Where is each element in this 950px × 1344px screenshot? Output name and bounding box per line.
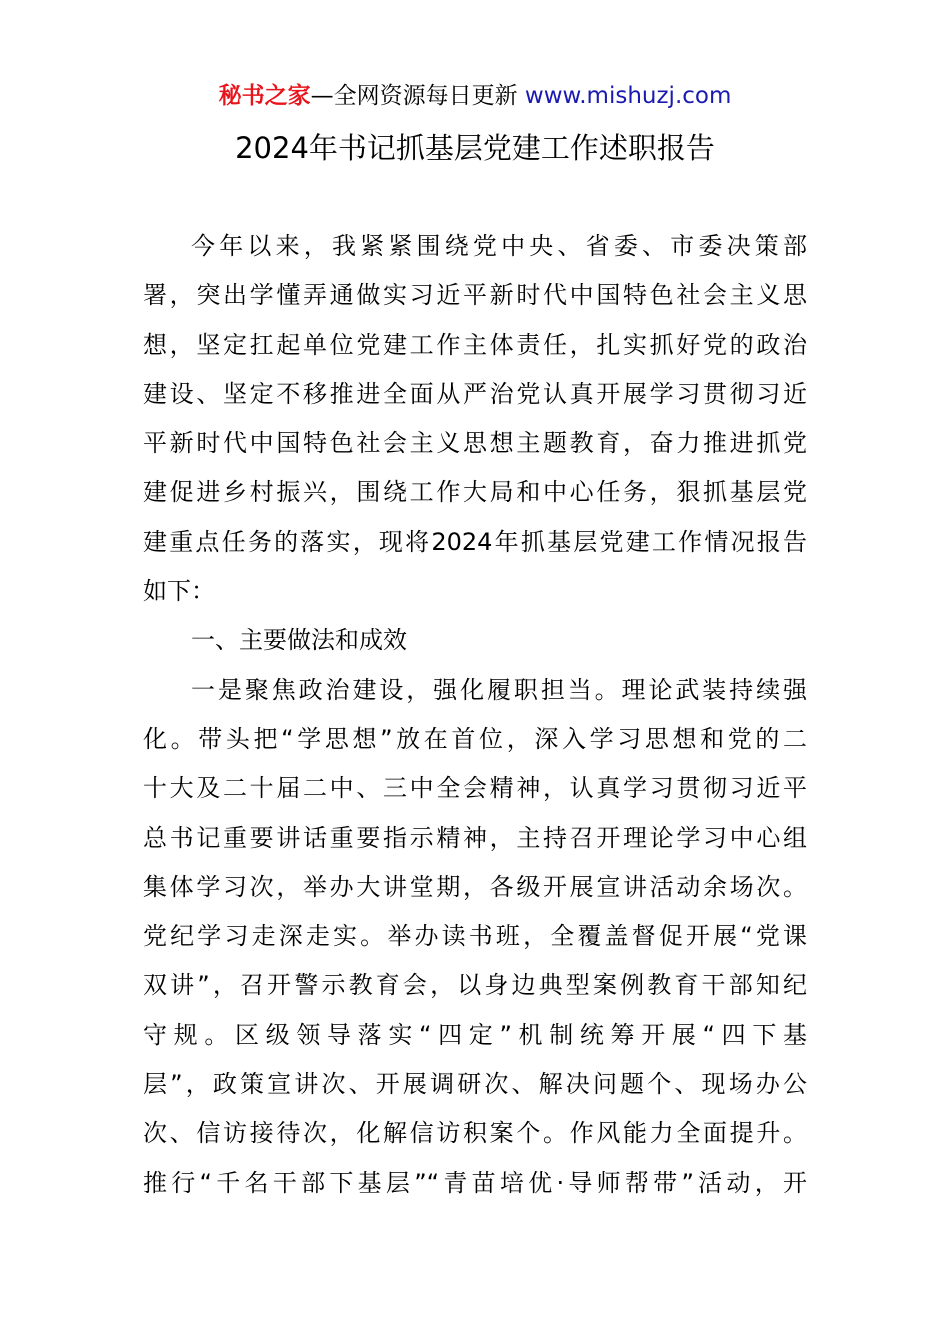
paragraph-line: 总书记重要讲话重要指示精神，主持召开理论学习中心组 <box>143 823 807 852</box>
site-header <box>0 80 950 112</box>
site-tagline: —全网资源每日更新 <box>310 83 518 109</box>
paragraph-line: 建重点任务的落实，现将2024年抓基层党建工作情况报告 <box>143 527 807 556</box>
paragraph-line: 署，突出学懂弄通做实习近平新时代中国特色社会主义思 <box>143 281 807 310</box>
paragraph-line: 双讲”，召开警示教育会，以身边典型案例教育干部知纪 <box>143 971 807 1000</box>
paragraph-line: 推行“千名干部下基层”“青苗培优·导师帮带”活动，开 <box>143 1168 807 1197</box>
paragraph-line: 一是聚焦政治建设，强化履职担当。理论武装持续强 <box>191 675 807 704</box>
brand-name: 秘书之家 <box>218 83 311 109</box>
document-body <box>143 222 807 1208</box>
paragraph-line: 如下： <box>143 577 215 606</box>
paragraph-line: 建促进乡村振兴，围绕工作大局和中心任务，狠抓基层党 <box>143 478 807 507</box>
paragraph-line: 今年以来，我紧紧围绕党中央、省委、市委决策部 <box>191 232 807 260</box>
paragraph-line: 想，坚定扛起单位党建工作主体责任，扎实抓好党的政治 <box>143 330 807 359</box>
paragraph-line: 集体学习次，举办大讲堂期，各级开展宣讲活动余场次。 <box>143 872 807 901</box>
paragraph-line: 平新时代中国特色社会主义思想主题教育，奋力推进抓党 <box>143 429 807 458</box>
section-heading: 一、主要做法和成效 <box>191 626 407 655</box>
paragraph-line: 守规。区级领导落实“四定”机制统筹开展“四下基 <box>143 1020 807 1049</box>
paragraph-line: 建设、坚定不移推进全面从严治党认真开展学习贯彻习近 <box>143 379 807 408</box>
paragraph-line: 党纪学习走深走实。举办读书班，全覆盖督促开展“党课 <box>143 922 807 951</box>
paragraph-line: 层”，政策宣讲次、开展调研次、解决问题个、现场办公 <box>143 1070 807 1099</box>
paragraph-line: 化。带头把“学思想”放在首位，深入学习思想和党的二 <box>143 724 807 753</box>
site-url-link[interactable]: www.mishuzj.com <box>524 83 732 109</box>
document-title: 2024年书记抓基层党建工作述职报告 <box>235 131 715 165</box>
paragraph-line: 十大及二十届二中、三中全会精神，认真学习贯彻习近平 <box>143 774 807 803</box>
paragraph-line: 次、信访接待次，化解信访积案个。作风能力全面提升。 <box>143 1119 807 1148</box>
